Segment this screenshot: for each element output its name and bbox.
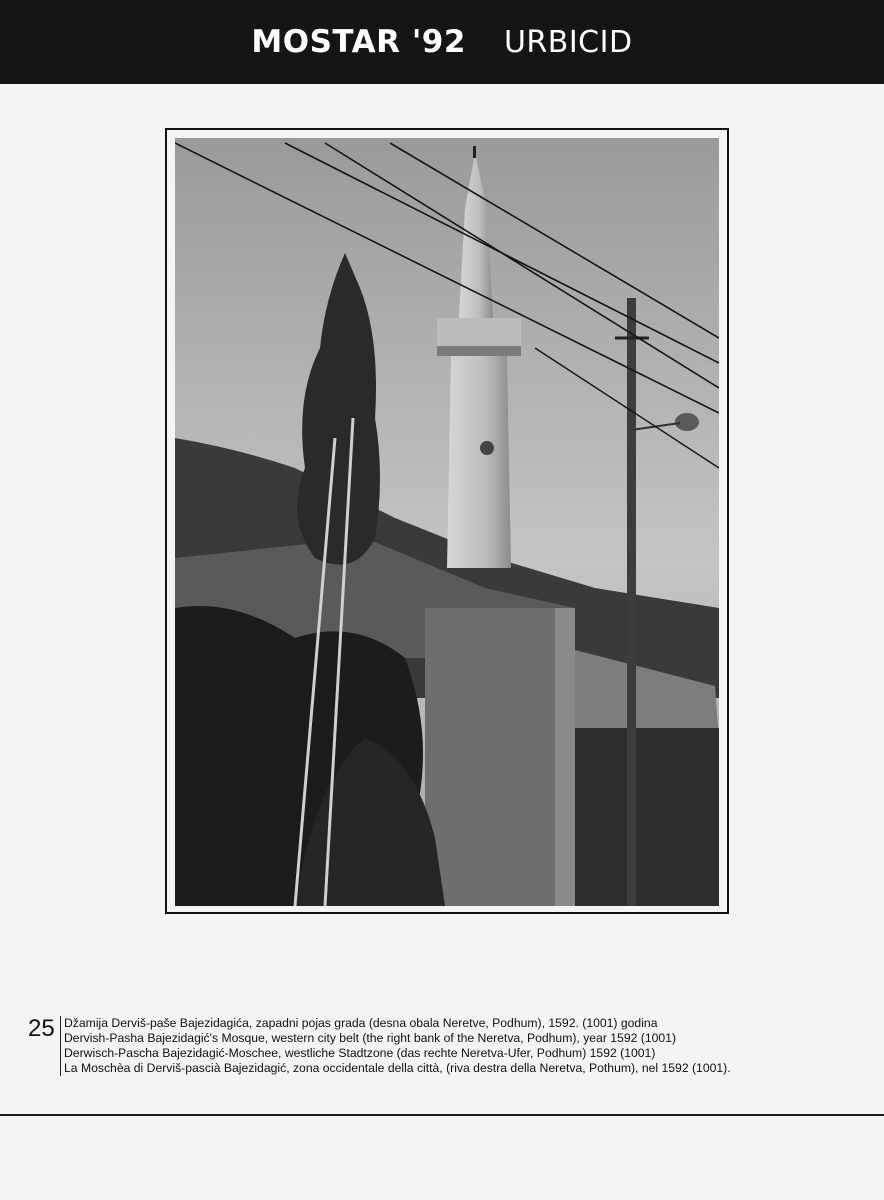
photo-frame xyxy=(165,128,729,914)
header-title: MOSTAR '92 xyxy=(251,24,466,60)
mosque-minaret-photo-icon xyxy=(175,138,719,906)
caption-line-italian: La Moschèa di Derviš-pascià Bajezidagić, zona occidentale della città, (riva destra della Neretva, Pothum), nel 1592 (1001). xyxy=(64,1061,731,1075)
caption-line-german: Derwisch-Pascha Bajezidagić-Moschee, westliche Stadtzone (das rechte Neretva-Ufer, Podhum) 1592 (1001) xyxy=(64,1046,656,1060)
caption-line-english: Dervish-Pasha Bajezidagić's Mosque, western city belt (the right bank of the Neretva, Podhum), year 1592 (1001) xyxy=(64,1031,677,1045)
caption-line-bosnian: Džamija Derviš-paše Bajezidagića, zapadni pojas grada (desna obala Neretve, Podhum), 1592. (1001) godina xyxy=(64,1016,658,1030)
bottom-divider xyxy=(0,1114,884,1116)
caption-lines xyxy=(60,1016,731,1076)
header-subtitle: URBICID xyxy=(503,24,633,60)
photo-caption xyxy=(28,1016,858,1076)
figure-number: 25 xyxy=(28,1015,55,1042)
page-header xyxy=(0,0,884,84)
